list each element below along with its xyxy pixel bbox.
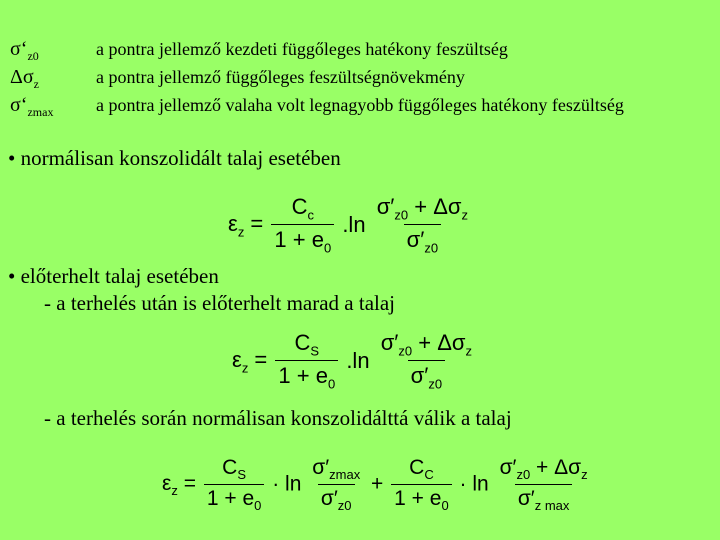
symbol: $\sigma‘_{zmax}$	[10, 94, 54, 119]
symbol-row	[10, 38, 624, 66]
symbol-description: a pontra jellemző függőleges feszültségnövekmény	[96, 67, 465, 87]
section-normal-consolidated: • normálisan konszolidált talaj esetében	[8, 146, 341, 170]
symbol-description: a pontra jellemző valaha volt legnagyobb függőleges hatékony feszültség	[96, 95, 624, 115]
section-overconsolidated: • előterhelt talaj esetében	[8, 264, 219, 288]
formula-transition: $\varepsilon_z$ = $\frac{C_S}{1 + e_0}$ · ln $\frac{\sigma'_{zmax}}{\sigma'_{z0}}$ + $\frac{C_C}{1 + e_0}$ · ln $\frac{\sigma'_{z0} + \Delta\sigma_z}{\sigma'_{z max}}$	[162, 456, 588, 514]
symbol: $\Delta\sigma_z$	[10, 66, 39, 91]
formula-overconsolidated: $\varepsilon_z$ = $\frac{C_S}{1 + e_0}$ .ln $\frac{\sigma'_{z0} + \Delta\sigma_z}{\sigma'_{z0}}$	[232, 330, 472, 392]
symbol-description: a pontra jellemző kezdeti függőleges hatékony feszültség	[96, 39, 508, 59]
symbol-definitions	[10, 38, 624, 122]
symbol-row	[10, 94, 624, 122]
case-becomes-normal-consolidated: - a terhelés során normálisan konszolidálttá válik a talaj	[44, 406, 512, 430]
symbol: $\sigma‘_{z0}$	[10, 38, 39, 63]
formula-normal: $\varepsilon_z$ = $\frac{C_c}{1 + e_0}$ .ln $\frac{\sigma'_{z0} + \Delta\sigma_z}{\sigma'_{z0}}$	[228, 194, 468, 256]
case-remains-overconsolidated: - a terhelés után is előterhelt marad a talaj	[44, 291, 396, 315]
symbol-row	[10, 66, 624, 94]
